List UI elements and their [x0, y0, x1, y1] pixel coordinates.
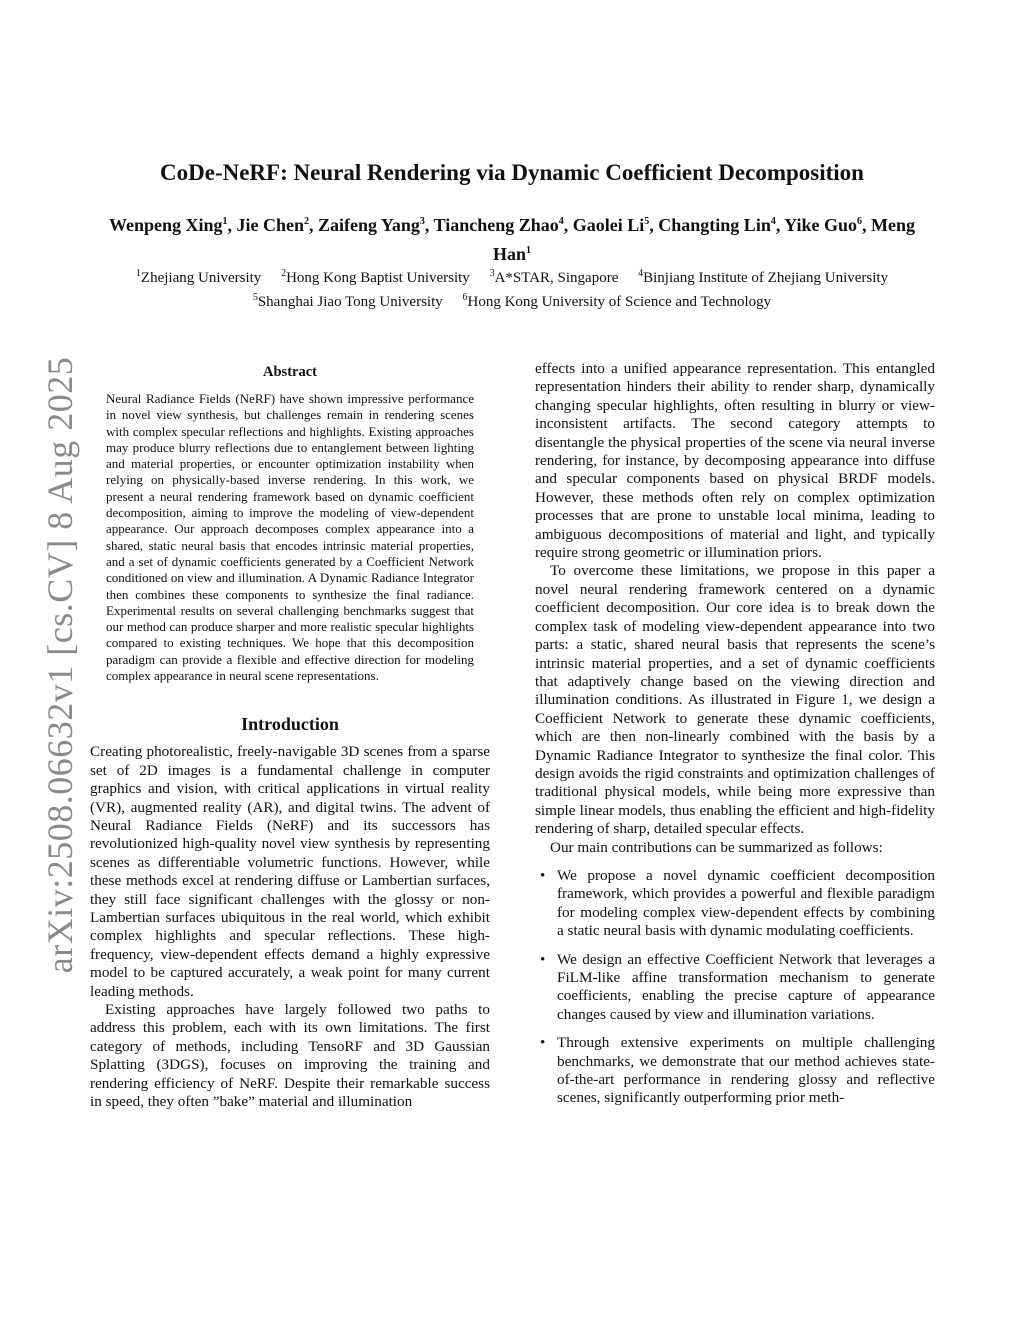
abstract-heading: Abstract — [263, 364, 317, 380]
author: Yike Guo$^6$, — [784, 215, 872, 235]
affiliation: $^5$Shanghai Jiao Tong University — [252, 292, 443, 310]
list-item: • We design an effective Coefficient Network that leverages a FiLM-like affine transformation mechanism to generate coefficients, enabling the precise capture of appearance changes caused by view and illumination variations. — [557, 951, 935, 1025]
affiliation: $^3$A*STAR, Singapore — [489, 268, 619, 286]
author: Tiancheng Zhao$^4$, — [433, 215, 573, 235]
intro-paragraph: Creating photorealistic, freely-navigable 3D scenes from a sparse set of 2D images is a fundamental challenge in computer graphics and vision, with critical applications in virtual reality (VR), augmented reality (AR), and digital twins. The advent of Neural Radiance Fields (NeRF) and its successors has revolutionized high-quality novel view synthesis by representing scenes as differentiable volumetric functions. However, while these methods excel at rendering diffuse or Lambertian surfaces, they still face significant challenges with the glossy or non-Lambertian surfaces ubiquitous in the real world, which exhibit complex highlights and specular reflections. These high-frequency, view-dependent effects demand a highly expressive model to be captured accurately, a weak point for many current leading methods. — [90, 743, 490, 1000]
affiliation: $^2$Hong Kong Baptist University — [281, 268, 470, 286]
list-item: • Through extensive experiments on multiple challenging benchmarks, we demonstrate that our method achieves state-of-the-art performance in rendering glossy and reflective scenes, significantly outperforming prior meth- — [557, 1034, 935, 1108]
right-column — [535, 360, 935, 1118]
author: Jie Chen$^2$, — [236, 215, 319, 235]
author: Zaifeng Yang$^3$, — [318, 215, 434, 235]
arxiv-stamp: arXiv:2508.06632v1 [cs.CV] 8 Aug 2025 — [40, 356, 80, 974]
affiliation: $^6$Hong Kong University of Science and Technology — [462, 292, 772, 310]
intro-paragraph: To overcome these limitations, we propose in this paper a novel neural rendering framework centered on a dynamic coefficient decomposition. Our core idea is to break down the complex task of modeling view-dependent appearance into two parts: a static, shared neural basis that represents the scene’s intrinsic material properties, and a set of dynamic coefficients that adaptively change based on the viewing direction and illumination conditions. As illustrated in Figure 1, we design a Coefficient Network to generate these dynamic coefficients, which are then non-linearly combined with the basis by a Dynamic Radiance Integrator to synthesize the final color. This design avoids the rigid constraints and optimization challenges of traditional physical models, while being more expressive than simple linear models, thus enabling the efficient and high-fidelity rendering of sharp, detailed specular effects. — [535, 562, 935, 838]
contributions-list — [535, 867, 935, 1108]
author: Meng Han$^1$ — [492, 215, 916, 264]
affiliation-list — [60, 264, 964, 312]
affiliation: $^1$Zhejiang University — [135, 268, 262, 286]
abstract-text: Neural Radiance Fields (NeRF) have shown impressive performance in novel view synthesis, but challenges remain in rendering scenes with complex specular reflections and highlights. Existing approaches may produce blurry reflections due to entanglement between lighting and material properties, or encounter optimization instability when relying on physically-based inverse rendering. In this work, we present a neural rendering framework based on dynamic coefficient decomposition, aiming to improve the modeling of view-dependent appearance. Our approach decomposes complex appearance into a shared, static neural basis that encodes intrinsic material properties, and a set of dynamic coefficients generated by a Coefficient Network conditioned on view and illumination. A Dynamic Radiance Integrator then combines these components to synthesize the final radiance. Experimental results on several challenging benchmarks suggest that our method can produce sharper and more realistic specular highlights compared to existing techniques. We hope that this decomposition paradigm can provide a flexible and effective direction for modeling complex appearance in neural scene representations. — [106, 391, 474, 684]
affiliation: $^4$Binjiang Institute of Zhejiang University — [638, 268, 889, 286]
author: Changting Lin$^4$, — [658, 215, 785, 235]
list-item: • We propose a novel dynamic coefficient decomposition framework, which provides a powerful and flexible paradigm for modeling complex view-dependent effects by combining a static neural basis with dynamic modulating coefficients. — [557, 867, 935, 941]
left-column — [90, 360, 490, 1111]
intro-paragraph-continued: effects into a unified appearance representation. This entangled representation hinders their ability to render sharp, dynamically changing specular highlights, often resulting in blurry or view-inconsistent artifacts. The second category attempts to disentangle the physical properties of the scene via neural inverse rendering, for instance, by decomposing appearance into diffuse and specular components based on physical BRDF models. However, these methods often rely on complex optimization processes that are prone to unstable local minima, leading to ambiguous decompositions of material and light, and typically require strong geometric or illumination priors. — [535, 360, 935, 562]
contributions-intro: Our main contributions can be summarized as follows: — [550, 838, 883, 856]
author: Gaolei Li$^5$, — [572, 215, 659, 235]
introduction-heading: Introduction — [241, 714, 339, 735]
paper-title: CoDe-NeRF: Neural Rendering via Dynamic Coefficient Decomposition — [160, 160, 864, 185]
author-list — [100, 209, 924, 267]
intro-paragraph: Existing approaches have largely followed two paths to address this problem, each with its own limitations. The first category of methods, including TensoRF and 3D Gaussian Splatting (3DGS), focuses on improving the training and rendering efficiency of NeRF. Despite their remarkable success in speed, they often ”bake” material and illumination — [90, 1001, 490, 1111]
author: Wenpeng Xing$^1$, — [108, 215, 237, 235]
